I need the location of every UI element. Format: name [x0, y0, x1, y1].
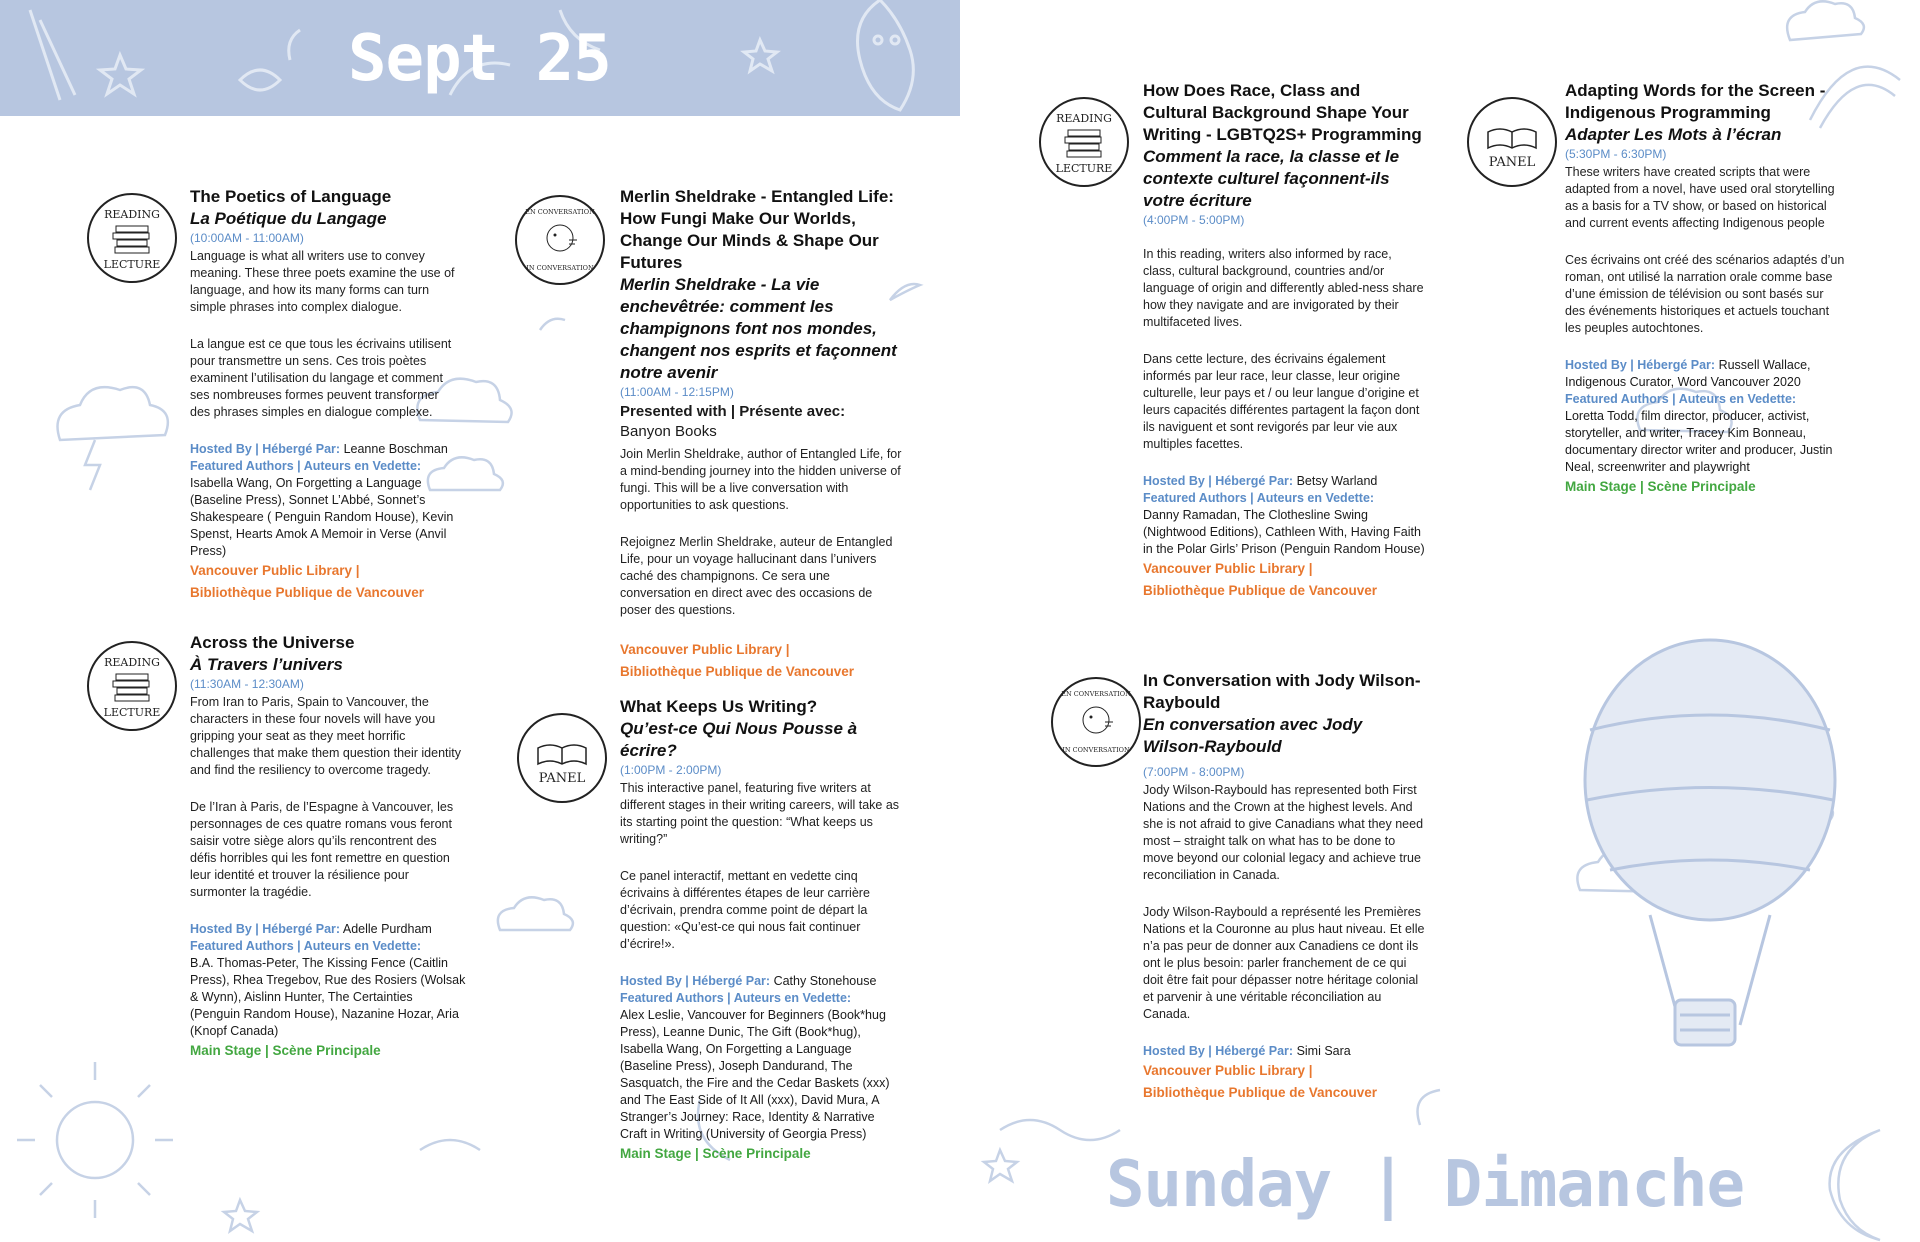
reading-lecture-icon [86, 192, 178, 284]
event-presenter: Banyon Books [620, 423, 717, 440]
event-subtitle: Adapter Les Mots à l’écran [1565, 125, 1782, 144]
svg-text:PANEL: PANEL [1488, 155, 1536, 170]
event-time: (5:30PM - 6:30PM) [1565, 147, 1667, 161]
event-authors: Alex Leslie, Vancouver for Beginners (Book*hug Press), Leanne Dunic, The Gift (Book*hug), Isabella Wang, On Forgetting a Language (Baseline Press), Joseph Dandurand, The Sasquatch, the Fire and the Cedar Baskets (xxx) and The East Side of It All (xxx), David Mura, A Stranger’s Journey: Race, Identity & Narrative Craft in Writing (University of Georgia Press) [620, 1008, 890, 1141]
header-band [0, 0, 960, 116]
event-subtitle: Comment la race, la classe et le contexte culturel façonnent-ils votre écriture [1143, 147, 1400, 210]
hosted-by-label: Hosted By | Hébergé Par: [620, 974, 771, 988]
event-authors: Isabella Wang, On Forgetting a Language (Baseline Press), Sonnet L’Abbé, Sonnet’s Shakespeare ( Penguin Random House), Kevin Spenst, Hearts Amok A Memoir in Verse (Anvil Press) [190, 476, 454, 558]
event-desc-en: Jody Wilson-Raybould has represented both First Nations and the Crown at the highest levels. And she is not afraid to give Canadians what they need most – straight talk on what has to be done to move beyond our colonial legacy and achieve true reconciliation in Canada. [1143, 783, 1424, 882]
event-time: (11:00AM - 12:15PM) [620, 385, 734, 399]
event-desc-fr: Dans cette lecture, des écrivains également informés par leur race, leur classe, leur origine culturelle, leur pays et / ou leur langue d’origine et leurs capacités différentes partagent la façon dont ils naviguent et sont revigorés par leur vie aux multiples facettes. [1143, 352, 1420, 451]
event-desc-fr: Ce panel interactif, mettant en vedette cinq écrivains à différentes étapes de leur carrière d’écrivain, prendra comme point de départ la question: «Qu’est-ce qui nous fait continuer d’écrire!». [620, 869, 870, 951]
event-time: (4:00PM - 5:00PM) [1143, 213, 1245, 227]
reading-lecture-icon [86, 640, 178, 732]
event-authors: B.A. Thomas-Peter, The Kissing Fence (Caitlin Press), Rhea Tregebov, Rue des Rosiers (Wolsak & Wynn), Aislinn Hunter, The Certainties (Penguin Random House), Nazanine Hozar, Aria (Knopf Canada) [190, 956, 466, 1038]
svg-text:LECTURE: LECTURE [1055, 162, 1113, 175]
featured-label: Featured Authors | Auteurs en Vedette: [190, 459, 422, 473]
event-title: Adapting Words for the Screen - Indigenous Programming [1565, 81, 1826, 122]
in-conversation-icon [514, 194, 606, 286]
in-conversation-icon [1050, 676, 1142, 768]
event-title: Across the Universe [190, 633, 355, 652]
featured-label: Featured Authors | Auteurs en Vedette: [1565, 392, 1797, 406]
svg-text:EN CONVERSATION: EN CONVERSATION [525, 208, 595, 216]
event-desc-fr: Rejoignez Merlin Sheldrake, auteur de Entangled Life, pour un voyage hallucinant dans l’univers caché des champignons. Ce sera une conversation en direct avec des occasions de poser des questions. [620, 535, 893, 617]
event-subtitle: À Travers l’univers [190, 655, 343, 674]
event-title: How Does Race, Class and Cultural Background Shape Your Writing - LGBTQ2S+ Programming [1143, 81, 1422, 144]
hosted-by-label: Hosted By | Hébergé Par: [1143, 474, 1294, 488]
event-subtitle: En conversation avec Jody Wilson-Raybould [1143, 715, 1363, 756]
hosted-by-label: Hosted By | Hébergé Par: [190, 442, 341, 456]
event-title: In Conversation with Jody Wilson-Raybould [1143, 671, 1421, 712]
event-host: Adelle Purdham [342, 922, 432, 936]
hosted-by-label: Hosted By | Hébergé Par: [1565, 358, 1716, 372]
panel-icon [1466, 96, 1558, 188]
event-location: Main Stage | Scène Principale [620, 1146, 811, 1161]
svg-text:LECTURE: LECTURE [103, 258, 161, 271]
event-desc-fr: La langue est ce que tous les écrivains utilisent pour transmettre un sens. Ces trois poètes examinent l’utilisation du langage et comment ses nombreuses formes peuvent transformer des phrases simples en dialogue complexe. [190, 337, 452, 419]
featured-label: Featured Authors | Auteurs en Vedette: [1143, 491, 1375, 505]
svg-text:LECTURE: LECTURE [103, 706, 161, 719]
hosted-by-label: Hosted By | Hébergé Par: [1143, 1044, 1294, 1058]
panel-icon [516, 712, 608, 804]
event-time: (7:00PM - 8:00PM) [1143, 765, 1245, 779]
event-location: Vancouver Public Library | Bibliothèque Publique de Vancouver [1143, 1063, 1378, 1100]
event-time: (1:00PM - 2:00PM) [620, 763, 722, 777]
event-desc-en: Language is what all writers use to convey meaning. These three poets examine the use of language, and how its many forms can turn simple phrases into complex dialogue. [190, 249, 455, 314]
event-desc-fr: Jody Wilson-Raybould a représenté les Premières Nations et la Couronne au plus haut niveau. Et elle n’a pas peur de donner aux Canadiens ce dont ils ont le plus besoin: parler franchement de ce qui doit être fait pour dépasser notre héritage colonial et parvenir à une véritable réconciliation au Canada. [1143, 905, 1425, 1021]
event-desc-en: This interactive panel, featuring five writers at different stages in their writing careers, will take as its starting point the question: “What keeps us writing?” [620, 781, 900, 846]
event-desc-en: In this reading, writers also informed by race, class, cultural background, countries and/or language of origin and differently abled-ness share how they navigate and are invigorated by their multifaceted lives. [1143, 247, 1424, 329]
event-authors: Loretta Todd, film director, producer, activist, storyteller, and writer, Tracey Kim Bonneau, documentary director writer and producer, Justin Neal, screenwriter and playwright [1565, 409, 1833, 474]
event-host: Russell Wallace, Indigenous Curator, Word Vancouver 2020 [1565, 358, 1811, 389]
featured-label: Featured Authors | Auteurs en Vedette: [620, 991, 852, 1005]
event-location: Vancouver Public Library | Bibliothèque Publique de Vancouver [1143, 561, 1378, 598]
event-subtitle: Merlin Sheldrake - La vie enchevêtrée: comment les champignons font nos mondes, changent nos esprits et façonnent notre avenir [620, 275, 897, 382]
event-subtitle: Qu’est-ce Qui Nous Pousse à écrire? [620, 719, 858, 760]
page-day-title: Sunday | Dimanche [1106, 1148, 1745, 1222]
event-location: Main Stage | Scène Principale [190, 1043, 381, 1058]
event-title: The Poetics of Language [190, 187, 392, 206]
reading-lecture-icon [1038, 96, 1130, 188]
svg-text:READING: READING [1056, 112, 1112, 125]
svg-text:READING: READING [104, 656, 160, 669]
event-desc-en: From Iran to Paris, Spain to Vancouver, the characters in these four novels will have you gripping your seat as they meet horrific challenges that make them question their identity and find the resiliency to overcome tragedy. [190, 695, 461, 777]
event-desc-en: Join Merlin Sheldrake, author of Entangled Life, for a mind-bending journey into the hidden universe of fungi. This will be a live conversation with opportunities to ask questions. [620, 447, 902, 512]
svg-text:IN CONVERSATION: IN CONVERSATION [526, 264, 594, 272]
event-subtitle: La Poétique du Langage [190, 209, 387, 228]
featured-label: Featured Authors | Auteurs en Vedette: [190, 939, 422, 953]
presented-with-label: Presented with | Présente avec: [620, 403, 846, 420]
svg-text:IN CONVERSATION: IN CONVERSATION [1062, 746, 1130, 754]
event-location: Main Stage | Scène Principale [1565, 479, 1756, 494]
page-date-title: Sept 25 [348, 22, 611, 96]
event-host: Simi Sara [1296, 1044, 1351, 1058]
event-title: What Keeps Us Writing? [620, 697, 818, 716]
event-location: Vancouver Public Library | Bibliothèque Publique de Vancouver [190, 563, 425, 600]
event-time: (10:00AM - 11:00AM) [190, 231, 304, 245]
event-host: Leanne Boschman [343, 442, 448, 456]
event-desc-en: These writers have created scripts that were adapted from a novel, have used oral storytelling as a basis for a TV show, or based on historical and current events affecting Indigenous people [1565, 165, 1835, 230]
event-host: Betsy Warland [1296, 474, 1378, 488]
event-authors: Danny Ramadan, The Clothesline Swing (Nightwood Editions), Cathleen With, Having Faith in the Polar Girls’ Prison (Penguin Random House) [1143, 508, 1425, 556]
svg-text:READING: READING [104, 208, 160, 221]
event-location: Vancouver Public Library | Bibliothèque Publique de Vancouver [620, 642, 855, 679]
event-host: Cathy Stonehouse [773, 974, 877, 988]
event-desc-fr: De l’Iran à Paris, de l’Espagne à Vancouver, les personnages de ces quatre romans vous feront saisir votre siège alors qu’ils rencontrent des défis horribles qui les font remettre en question leur identité et trouver la résilience pour surmonter la tragédie. [190, 800, 454, 899]
event-title: Merlin Sheldrake - Entangled Life: How Fungi Make Our Worlds, Change Our Minds & Shape Our Futures [620, 187, 894, 272]
hosted-by-label: Hosted By | Hébergé Par: [190, 922, 341, 936]
event-desc-fr: Ces écrivains ont créé des scénarios adaptés d’un roman, ont utilisé la narration orale comme base d’une émission de télévision ou sont basés sur des événements historiques et actuels touchant les peuples autochtones. [1565, 253, 1845, 335]
svg-text:EN CONVERSATION: EN CONVERSATION [1061, 690, 1131, 698]
svg-text:PANEL: PANEL [538, 771, 586, 786]
event-time: (11:30AM - 12:30AM) [190, 677, 304, 691]
